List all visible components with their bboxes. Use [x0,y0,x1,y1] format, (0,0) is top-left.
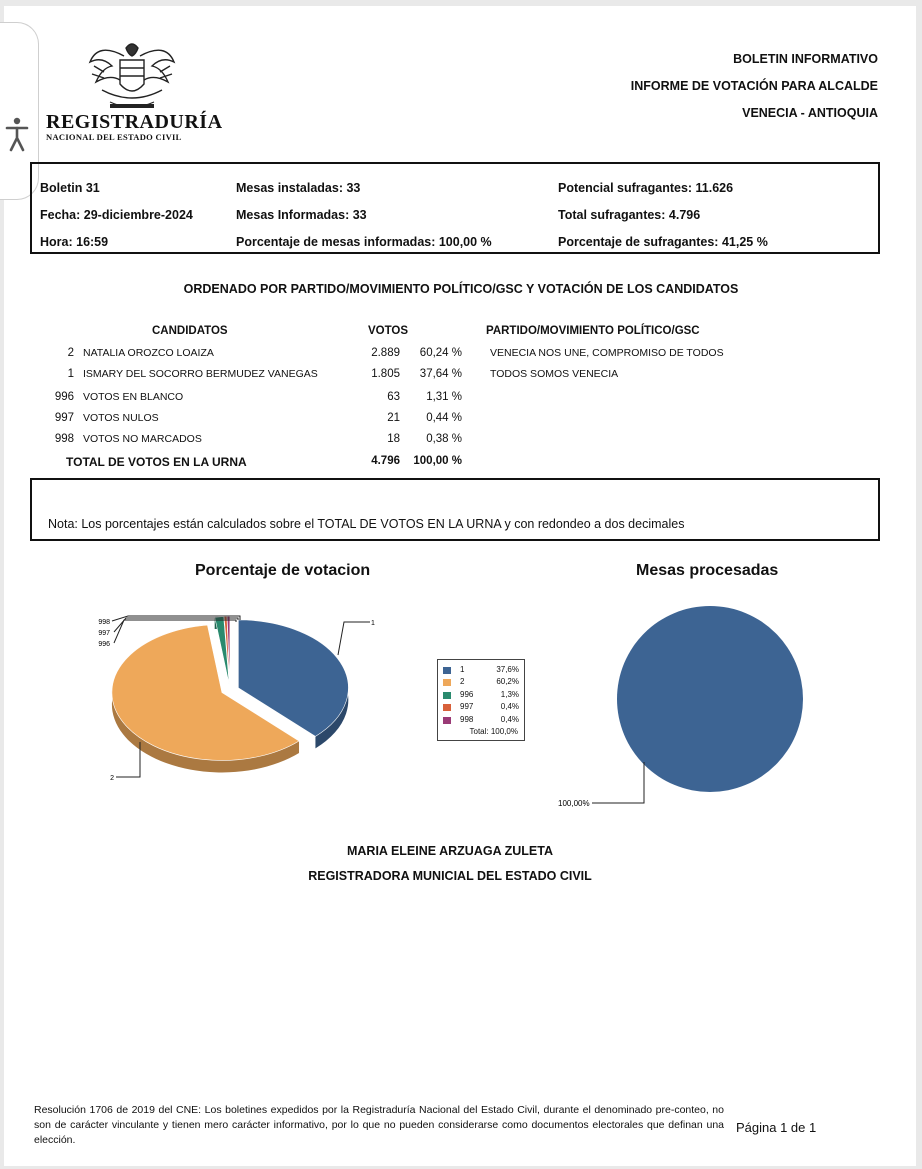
legend-label: 998 [460,714,474,724]
report-type: BOLETIN INFORMATIVO [733,52,878,66]
row-candidate: NATALIA OROZCO LOAIZA [83,347,214,359]
total-pct: 100,00 % [413,455,462,467]
tables-installed: Mesas instaladas: 33 [236,181,361,195]
pie-slice-processed [617,606,803,792]
report-location: VENECIA - ANTIOQUIA [742,106,878,120]
row-votes: 18 [387,433,400,445]
legend-item [443,677,519,688]
row-party: TODOS SOMOS VENECIA [490,368,619,380]
row-code: 2 [67,347,74,359]
total-voters: Total sufragantes: 4.796 [558,208,701,222]
col-header-candidates: CANDIDATOS [152,325,228,337]
row-candidate: VOTOS NO MARCADOS [83,433,202,445]
legend-label: 2 [460,677,465,687]
report-header [631,46,878,127]
legend-value: 0,4% [500,702,519,712]
row-candidate: VOTOS NULOS [83,412,159,424]
legend-total-label: Total: [469,727,489,736]
pie-leader-1 [338,622,370,655]
bulletin-info-box [30,162,880,254]
pie-legend [437,659,525,741]
row-votes: 1.805 [371,368,400,380]
row-party: VENECIA NOS UNE, COMPROMISO DE TODOS [490,347,724,359]
col-header-votes: VOTOS [368,325,409,337]
legend-label: 996 [460,689,474,699]
legend-item [443,665,519,676]
legend-item [443,702,519,713]
bulletin-date: Fecha: 29-diciembre-2024 [40,208,193,222]
legend-swatch [443,679,451,686]
legend-total-value: 100,0% [490,727,518,736]
row-code: 996 [54,391,74,403]
legend-item [443,715,519,726]
legend-swatch [443,667,451,674]
tables-pie-title: Mesas procesadas [636,562,779,579]
pie-leader-2 [116,742,140,777]
note-box [30,478,880,541]
vote-percentage-pie-chart [80,600,400,790]
legend-label: 1 [460,665,465,674]
row-pct: 1,31 % [426,391,462,403]
row-votes: 21 [387,412,400,424]
legend-swatch [443,692,451,699]
row-candidate: ISMARY DEL SOCORRO BERMUDEZ VANEGAS [83,368,318,380]
row-pct: 60,24 % [419,347,462,359]
total-label: TOTAL DE VOTOS EN LA URNA [66,455,247,469]
pie-label-998: 998 [98,619,110,626]
row-code: 998 [54,433,74,445]
bulletin-number: Boletin 31 [40,181,100,195]
pie-label-2: 2 [110,775,114,782]
legend-total [438,727,518,736]
row-pct: 0,38 % [426,433,462,445]
legend-label: 997 [460,702,474,712]
results-title: ORDENADO POR PARTIDO/MOVIMIENTO POLÍTICO/GSC Y VOTACIÓN DE LOS CANDIDATOS [183,282,739,296]
legend-swatch [443,717,451,724]
legend-value: 0,4% [500,714,519,724]
pie-label-996: 996 [98,641,110,648]
signatory-role: REGISTRADORA MUNICIAL DEL ESTADO CIVIL [308,869,592,883]
row-votes: 63 [387,391,400,403]
pie-leader-line [592,762,644,803]
row-code: 997 [54,412,74,424]
legend-value: 1,3% [500,689,519,699]
tables-reported: Mesas Informadas: 33 [236,208,367,222]
row-pct: 37,64 % [419,368,462,380]
total-votes: 4.796 [371,455,400,467]
row-pct: 0,44 % [426,412,462,424]
report-title: INFORME DE VOTACIÓN PARA ALCALDE [630,79,878,93]
legend-item [443,690,519,701]
legend-value: 37,6% [496,665,519,674]
pie-data-label: 100,00% [558,799,590,808]
row-candidate: VOTOS EN BLANCO [83,391,184,403]
vote-pie-title: Porcentaje de votacion [195,562,371,579]
voters-pct: Porcentaje de sufragantes: 41,25 % [558,235,768,249]
page-number: Página 1 de 1 [736,1120,817,1135]
row-votes: 2.889 [371,347,400,359]
bulletin-time: Hora: 16:59 [40,235,109,249]
row-code: 1 [67,368,74,380]
legal-footer: Resolución 1706 de 2019 del CNE: Los boletines expedidos por la Registraduría Nacional del Estado Civil, durante el denominado pre-conteo, no son de carácter vinculante y tienen mero carácter informativo, por lo que no pueden considerarse como documentos electorales que definan una elección. [34,1104,724,1146]
legend-value: 60,2% [496,677,519,687]
pie-label-1: 1 [371,620,375,627]
tables-processed-pie-chart [540,600,820,810]
note-text: Nota: Los porcentajes están calculados sobre el TOTAL DE VOTOS EN LA URNA y con redondeo a dos decimales [48,517,685,531]
signatory-name: MARIA ELEINE ARZUAGA ZULETA [346,844,553,858]
accessibility-icon[interactable] [4,115,30,153]
potential-voters: Potencial sufragantes: 11.626 [558,181,734,195]
logo-name: REGISTRADURÍA [46,111,223,133]
logo-subtitle: NACIONAL DEL ESTADO CIVIL [46,132,182,142]
col-header-party: PARTIDO/MOVIMIENTO POLÍTICO/GSC [486,325,700,337]
legend-swatch [443,704,451,711]
tables-reported-pct: Porcentaje de mesas informadas: 100,00 % [236,235,492,249]
pie-label-997: 997 [98,630,110,637]
